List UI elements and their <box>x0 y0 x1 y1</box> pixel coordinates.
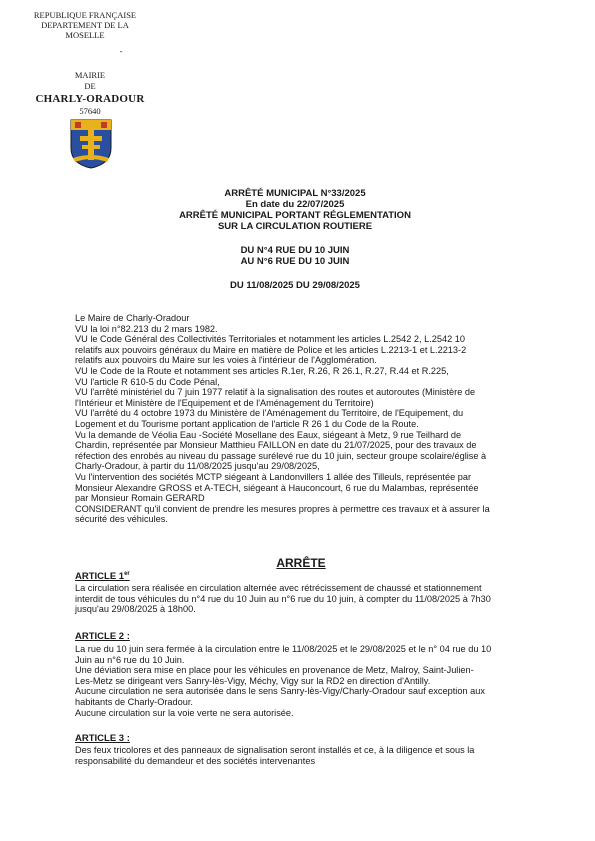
article1-body <box>75 583 527 615</box>
address-from: DU N°4 RUE DU 10 JUIN <box>240 245 350 256</box>
decree-subject-2: SUR LA CIRCULATION ROUTIERE <box>217 221 373 232</box>
article2-line: habitants de Charly-Oradour. <box>75 696 193 707</box>
arrete-heading: ARRÊTE <box>276 556 326 570</box>
coat-of-arms-icon <box>69 118 113 170</box>
article1-line: interdit de tous véhicules du n°4 rue du 10 Juin au n°6 rue du 10 juin, à compter du 11/08/2025 à 7h30 <box>75 593 491 604</box>
article1-line: La circulation sera réalisée en circulation alternée avec rétrécissement de chaussé et stationnement <box>75 583 482 593</box>
preamble-line: VU l'article R 610-5 du Code Pénal, <box>75 376 220 387</box>
republic-header <box>20 10 150 40</box>
preamble-line: Vu la demande de Véolia Eau -Société Mosellane des Eaux, siégeant à Metz, 9 rue Teilhard de <box>75 429 462 440</box>
title-block <box>120 188 470 232</box>
preamble-line: Monsieur Alexandre GROSS et A-TECH, siégeant à Hauconcourt, 6 rue du Malambas, représentée <box>75 482 479 493</box>
preamble-line: VU le Code de la Route et notamment ses articles R.1er, R.26, R 26.1, R.27, R.44 et R.225, <box>75 365 449 376</box>
article2-line: Aucune circulation sur la voie verte ne sera autorisée. <box>75 707 294 718</box>
preamble-line: Logement et du Tourisme portant application de l'article R 26 1 du Code de la Route. <box>75 418 419 429</box>
article1-line: jusqu'au 29/08/2025 à 18h00. <box>75 604 196 615</box>
preamble-line: VU l'arrêté ministériel du 7 juin 1977 relatif à la signalisation des routes et autoroutes (Ministère de <box>75 387 476 398</box>
article2-body <box>75 644 527 718</box>
period: DU 11/08/2025 DU 29/08/2025 <box>230 280 360 291</box>
republic-text: REPUBLIQUE FRANÇAISE <box>33 10 137 20</box>
article2-line: Les-Metz se dirigeant vers Sanry-lès-Vigy, Méchy, Vigy sur la RD2 en direction d'Antilly. <box>75 675 431 686</box>
article2-line: La rue du 10 juin sera fermée à la circulation entre le 11/08/2025 et le 29/08/2025 et le n° 04 rue du 10 <box>75 644 492 654</box>
preamble-line: VU le Code Général des Collectivités Territoriales et notamment les articles L.2542 2, L.2542 10 <box>75 334 465 345</box>
address-to: AU N°6 RUE DU 10 JUIN <box>240 256 350 267</box>
preamble-line: VU la loi n°82.213 du 2 mars 1982. <box>75 323 218 334</box>
article3-body <box>75 745 527 766</box>
article2-line: Aucune circulation ne sera autorisée dans le sens Sanry-lès-Vigy/Charly-Oradour sauf exception aux <box>75 686 485 697</box>
preamble <box>75 313 527 525</box>
article3-line: Des feux tricolores et des panneaux de signalisation seront installés et ce, à la diligence et sous la <box>75 745 475 755</box>
article2-line: Une déviation sera mise en place pour les véhicules en provenance de Metz, Malroy, Saint-Julien- <box>75 665 474 676</box>
article2-line: Juin au n°6 rue du 10 Juin. <box>75 654 185 665</box>
preamble-line: VU l'arrêté du 4 octobre 1973 du Ministère de l'Aménagement du Territoire, de l'Equipement, du <box>75 408 464 419</box>
preamble-line: sécurité des véhicules. <box>75 514 168 525</box>
preamble-line: relatifs aux pouvoirs du Maire sur les voies à l'intérieur de l'Agglomération. <box>75 355 377 366</box>
decree-number: ARRÊTÉ MUNICIPAL N°33/2025 <box>224 188 366 199</box>
address-block <box>120 245 470 267</box>
preamble-line: l'Intérieur et Ministère de l'Equipement et de l'Aménagement du Territoire) <box>75 397 374 408</box>
decree-subject: ARRÊTÉ MUNICIPAL PORTANT RÉGLEMENTATION <box>179 210 411 221</box>
preamble-line: Charly-Oradour, à partir du 11/08/2025 jusqu'au 29/08/2025, <box>75 461 320 472</box>
preamble-line: Chardin, représentée par Monsieur Matthieu FAILLON en date du 21/07/2025, pour des travaux de <box>75 440 477 451</box>
department-line2: MOSELLE <box>65 30 105 40</box>
article3-line: responsabilité du demandeur et des sociétés intervenantes <box>75 755 316 766</box>
preamble-line: CONSIDERANT qu'il convient de prendre les mesures propres à permettre ces travaux et à assurer la <box>75 503 490 514</box>
preamble-line: par Monsieur Romain GERARD <box>75 493 205 504</box>
town-name: CHARLY-ORADOUR <box>35 93 145 105</box>
article1-title: ARTICLE 1er <box>75 571 130 583</box>
article3-title: ARTICLE 3 : <box>75 733 130 744</box>
preamble-line: Le Maire de Charly-Oradour <box>75 313 190 323</box>
preamble-line: relatifs aux pouvoirs généraux du Maire en matière de Police et les articles L.2213-1 et L.2213-2 <box>75 344 467 355</box>
preamble-line: réfection des enrobés au niveau du passage surélevé rue du 10 juin, secteur groupe scolaire/église à <box>75 450 487 461</box>
mairie-text: MAIRIE <box>74 70 106 80</box>
decree-date: En date du 22/07/2025 <box>245 199 345 210</box>
postcode: 57640 <box>79 106 101 116</box>
department-line1: DEPARTEMENT DE LA <box>41 20 129 30</box>
de-text: DE <box>84 81 96 91</box>
mairie-block <box>30 70 150 92</box>
separator-dash: - <box>119 46 123 56</box>
article2-title: ARTICLE 2 : <box>75 631 130 642</box>
preamble-line: Vu l'intervention des sociétés MCTP siégeant à Landonvillers 1 allée des Tilleuls, représentée par <box>75 471 472 482</box>
